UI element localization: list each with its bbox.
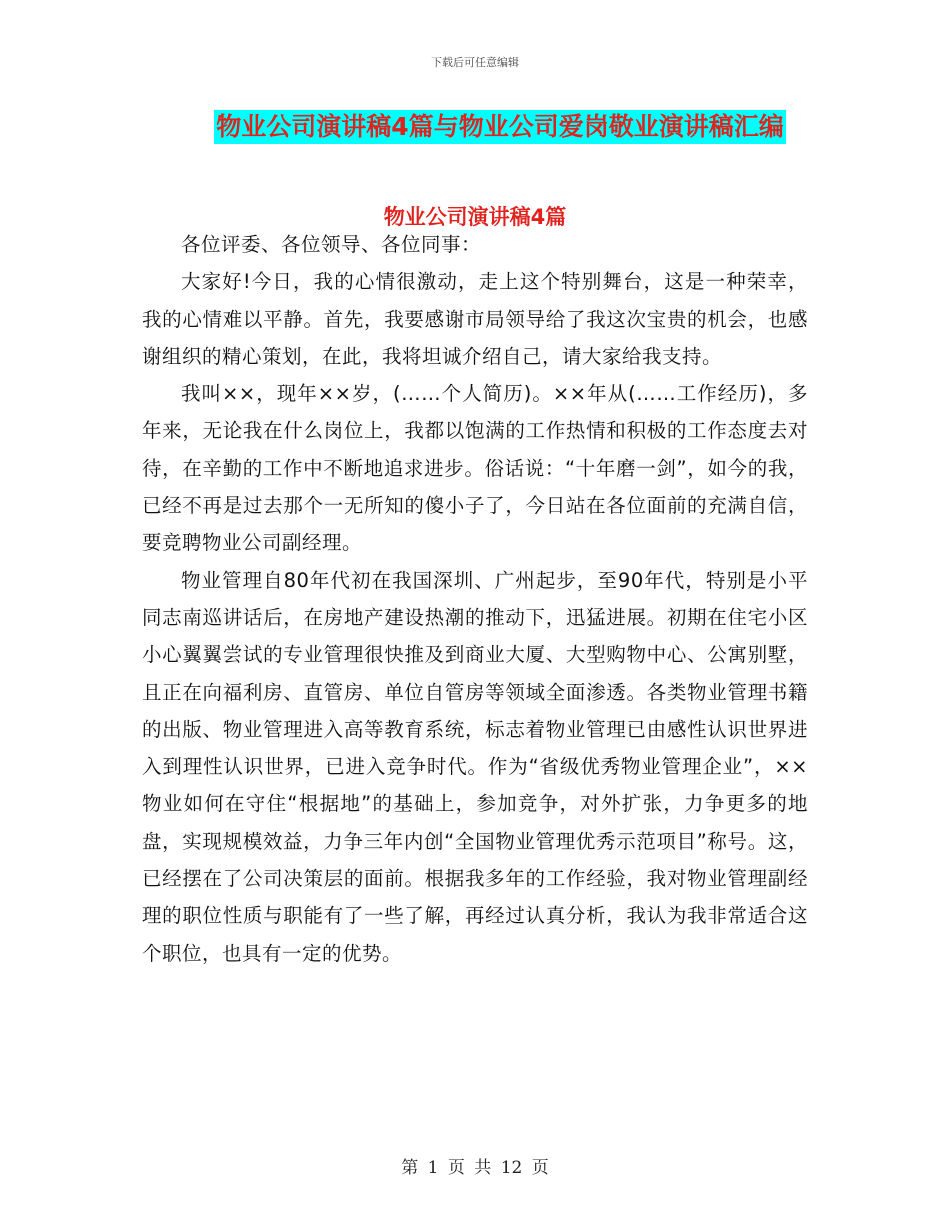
section-title: 物业公司演讲稿4篇 <box>383 205 567 229</box>
paragraph-greeting: 各位评委、各位领导、各位同事： <box>181 233 482 256</box>
document-body <box>142 226 808 972</box>
page-current: 1 <box>427 1158 439 1178</box>
page-label-mid2: 共 <box>474 1158 492 1178</box>
page-footer <box>0 1153 950 1178</box>
main-title: 物业公司演讲稿4篇与物业公司爱岗敬业演讲稿汇编 <box>214 110 785 144</box>
paragraph: 大家好!今日，我的心情很激动，走上这个特别舞台，这是一种荣幸，我的心情难以平静。首先，我要感谢市局领导给了我这次宝贵的机会，也感谢组织的精心策划，在此，我将坦诚介绍自己，请大家给我支持。 <box>142 270 808 368</box>
page-total: 12 <box>500 1158 523 1178</box>
header-note: 下载后可任意编辑 <box>431 56 519 69</box>
paragraph: 物业管理自80年代初在我国深圳、广州起步，至90年代，特别是小平同志南巡讲话后，在房地产建设热潮的推动下，迅猛进展。初期在住宅小区小心翼翼尝试的专业管理很快推及到商业大厦、大型购物中心、公寓别墅，且正在向福利房、直管房、单位自管房等领域全面渗透。各类物业管理书籍的出版、物业管理进入高等教育系统，标志着物业管理已由感性认识世界进入到理性认识世界，已进入竞争时代。作为“省级优秀物业管理企业”，××物业如何在守住“根据地”的基础上，参加竞争，对外扩张，力争更多的地盘，实现规模效益，力争三年内创“全国物业管理优秀示范项目”称号。这，已经摆在了公司决策层的面前。根据我多年的工作经验，我对物业管理副经理的职位性质与职能有了一些了解，再经过认真分析，我认为我非常适合这个职位，也具有一定的优势。 <box>142 568 808 965</box>
page-label-mid1: 页 <box>447 1158 465 1178</box>
main-title-container <box>0 110 950 144</box>
paragraph: 我叫××，现年××岁，(……个人简历)。××年从(……工作经历)，多年来，无论我在什么岗位上，我都以饱满的工作热情和积极的工作态度去对待，在辛勤的工作中不断地追求进步。俗话说：“十年磨一剑”，如今的我，已经不再是过去那个一无所知的傻小子了，今日站在各位面前的充满自信，要竞聘物业公司副经理。 <box>142 382 808 555</box>
page-label-prefix: 第 <box>401 1158 419 1178</box>
page-label-suffix: 页 <box>531 1158 549 1178</box>
